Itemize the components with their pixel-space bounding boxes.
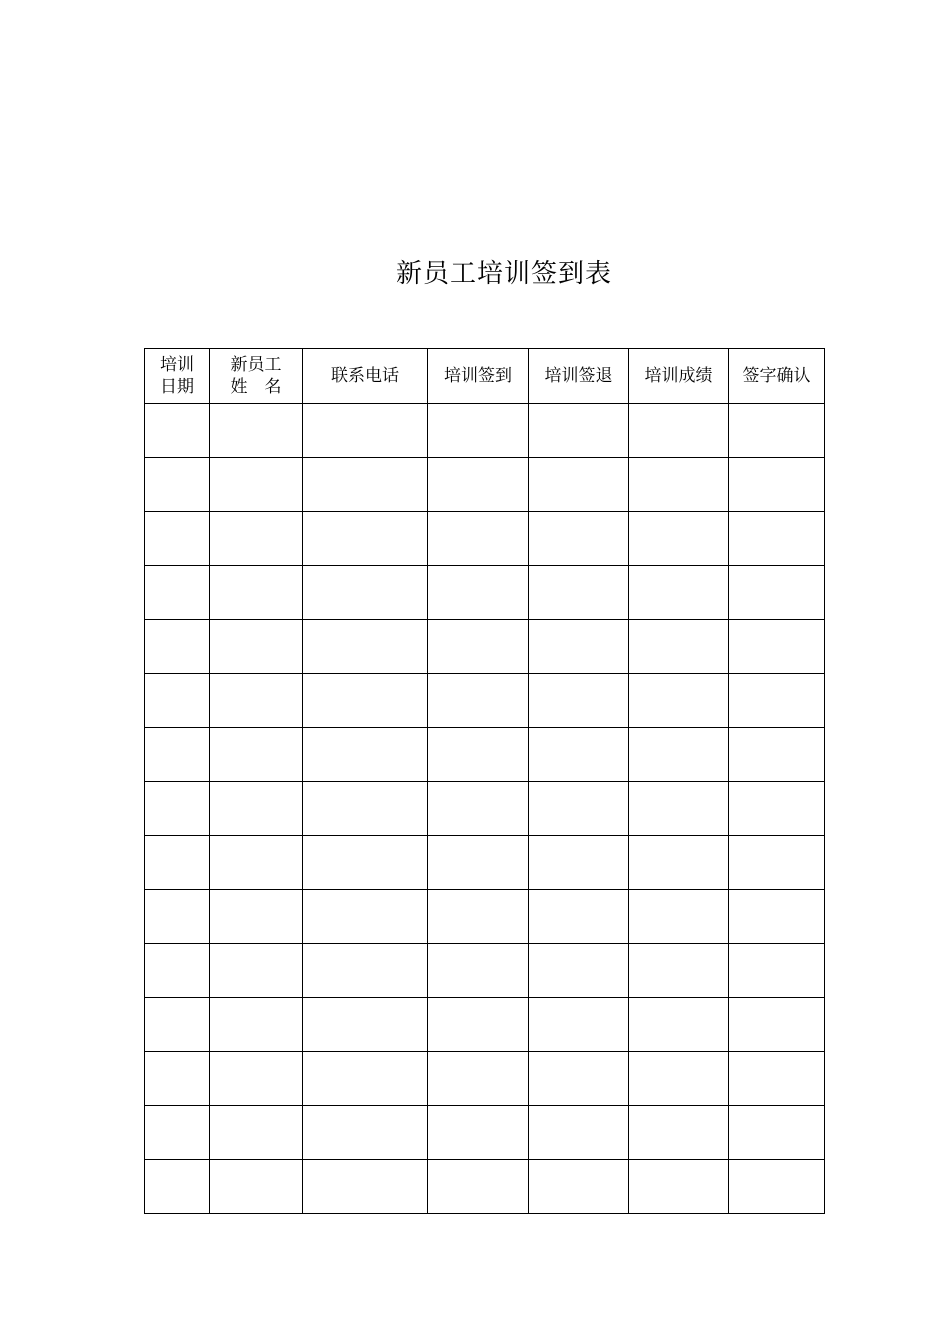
table-cell[interactable] [428,944,529,998]
table-row [145,674,825,728]
table-cell[interactable] [303,998,428,1052]
table-cell[interactable] [303,944,428,998]
table-cell[interactable] [629,944,729,998]
table-cell[interactable] [428,890,529,944]
table-cell[interactable] [428,1106,529,1160]
table-cell[interactable] [145,728,210,782]
table-cell[interactable] [210,674,303,728]
table-cell[interactable] [629,404,729,458]
table-cell[interactable] [145,782,210,836]
table-cell[interactable] [210,566,303,620]
table-row [145,512,825,566]
table-row [145,944,825,998]
table-cell[interactable] [428,1160,529,1214]
table-cell[interactable] [729,1106,825,1160]
table-cell[interactable] [629,512,729,566]
table-row [145,458,825,512]
table-cell[interactable] [729,566,825,620]
table-cell[interactable] [303,728,428,782]
table-cell[interactable] [428,998,529,1052]
table-cell[interactable] [303,404,428,458]
table-cell[interactable] [210,890,303,944]
table-cell[interactable] [629,728,729,782]
table-header-row [145,349,825,404]
table-cell[interactable] [210,1160,303,1214]
header-label: 培训签到 [444,366,512,386]
table-cell[interactable] [303,1106,428,1160]
table-cell[interactable] [629,566,729,620]
table-cell[interactable] [729,998,825,1052]
table-cell[interactable] [729,512,825,566]
table-cell[interactable] [729,782,825,836]
table-cell[interactable] [729,1160,825,1214]
header-employee-name [210,349,303,404]
table-cell[interactable] [529,836,629,890]
table-cell[interactable] [145,674,210,728]
table-cell[interactable] [210,512,303,566]
table-cell[interactable] [145,836,210,890]
header-sign-in [428,349,529,404]
table-cell[interactable] [303,1052,428,1106]
table-cell[interactable] [303,782,428,836]
header-label: 联系电话 [331,366,399,386]
header-label: 培训 [160,355,194,375]
table-cell[interactable] [629,998,729,1052]
table-row [145,782,825,836]
table-cell[interactable] [303,836,428,890]
table-cell[interactable] [729,728,825,782]
table-cell[interactable] [428,836,529,890]
table-row [145,1106,825,1160]
header-signature-confirm [729,349,825,404]
table-cell[interactable] [428,458,529,512]
table-cell[interactable] [428,620,529,674]
table-cell[interactable] [529,458,629,512]
table-cell[interactable] [529,512,629,566]
table-cell[interactable] [529,404,629,458]
header-label: 日期 [160,377,194,397]
table-cell[interactable] [210,998,303,1052]
table-row [145,566,825,620]
table-cell[interactable] [629,890,729,944]
table-cell[interactable] [210,728,303,782]
table-cell[interactable] [145,1160,210,1214]
table-cell[interactable] [529,998,629,1052]
table-cell[interactable] [145,404,210,458]
table-cell[interactable] [529,728,629,782]
table-cell[interactable] [145,458,210,512]
table-row [145,890,825,944]
table-cell[interactable] [629,458,729,512]
table-cell[interactable] [145,944,210,998]
table-cell[interactable] [428,1052,529,1106]
table-cell[interactable] [629,674,729,728]
header-label: 签字确认 [742,366,811,386]
table-cell[interactable] [145,1106,210,1160]
table-cell[interactable] [145,620,210,674]
table-cell[interactable] [729,620,825,674]
table-cell[interactable] [303,458,428,512]
header-label: 新员工 [230,355,282,375]
table-cell[interactable] [210,1106,303,1160]
table-row [145,1160,825,1214]
table-cell[interactable] [529,1052,629,1106]
table-cell[interactable] [428,782,529,836]
page-title: 新员工培训签到表 [395,259,612,289]
table-cell[interactable] [629,620,729,674]
header-sign-out [529,349,629,404]
table-cell[interactable] [303,1160,428,1214]
table-cell[interactable] [729,836,825,890]
table-cell[interactable] [529,674,629,728]
table-cell[interactable] [210,620,303,674]
header-label: 培训成绩 [644,366,713,386]
table-cell[interactable] [729,404,825,458]
table-cell[interactable] [210,836,303,890]
table-cell[interactable] [145,566,210,620]
table-cell[interactable] [303,566,428,620]
table-cell[interactable] [145,1052,210,1106]
header-label: 培训签退 [544,366,613,386]
table-cell[interactable] [210,1052,303,1106]
table-cell[interactable] [529,1160,629,1214]
table-cell[interactable] [629,1160,729,1214]
table-cell[interactable] [428,674,529,728]
table-cell[interactable] [145,512,210,566]
header-training-score [629,349,729,404]
table-cell[interactable] [729,674,825,728]
table-cell[interactable] [529,944,629,998]
table-row [145,728,825,782]
header-contact-phone [303,349,428,404]
table-body [145,404,825,1214]
table-cell[interactable] [210,458,303,512]
table-cell[interactable] [303,674,428,728]
table-cell[interactable] [303,620,428,674]
table-row [145,404,825,458]
table-cell[interactable] [428,728,529,782]
table-cell[interactable] [145,998,210,1052]
table-cell[interactable] [428,512,529,566]
table-cell[interactable] [303,512,428,566]
table-row [145,620,825,674]
table-cell[interactable] [729,890,825,944]
table-cell[interactable] [629,1106,729,1160]
sign-in-table [144,348,825,1214]
table-cell[interactable] [428,404,529,458]
table-row [145,836,825,890]
table-cell[interactable] [210,944,303,998]
table-cell[interactable] [629,782,729,836]
table-cell[interactable] [210,782,303,836]
table-cell[interactable] [303,890,428,944]
table-cell[interactable] [629,1052,729,1106]
table-cell[interactable] [428,566,529,620]
table-cell[interactable] [210,404,303,458]
table-cell[interactable] [729,458,825,512]
header-training-date [145,349,210,404]
table-row [145,1052,825,1106]
table-row [145,998,825,1052]
table-cell[interactable] [729,1052,825,1106]
table-cell[interactable] [529,890,629,944]
table-cell[interactable] [629,836,729,890]
table-cell[interactable] [529,782,629,836]
table-cell[interactable] [729,944,825,998]
table-cell[interactable] [529,620,629,674]
table-cell[interactable] [145,890,210,944]
table-cell[interactable] [529,566,629,620]
table-cell[interactable] [529,1106,629,1160]
header-label: 姓 名 [230,377,282,397]
